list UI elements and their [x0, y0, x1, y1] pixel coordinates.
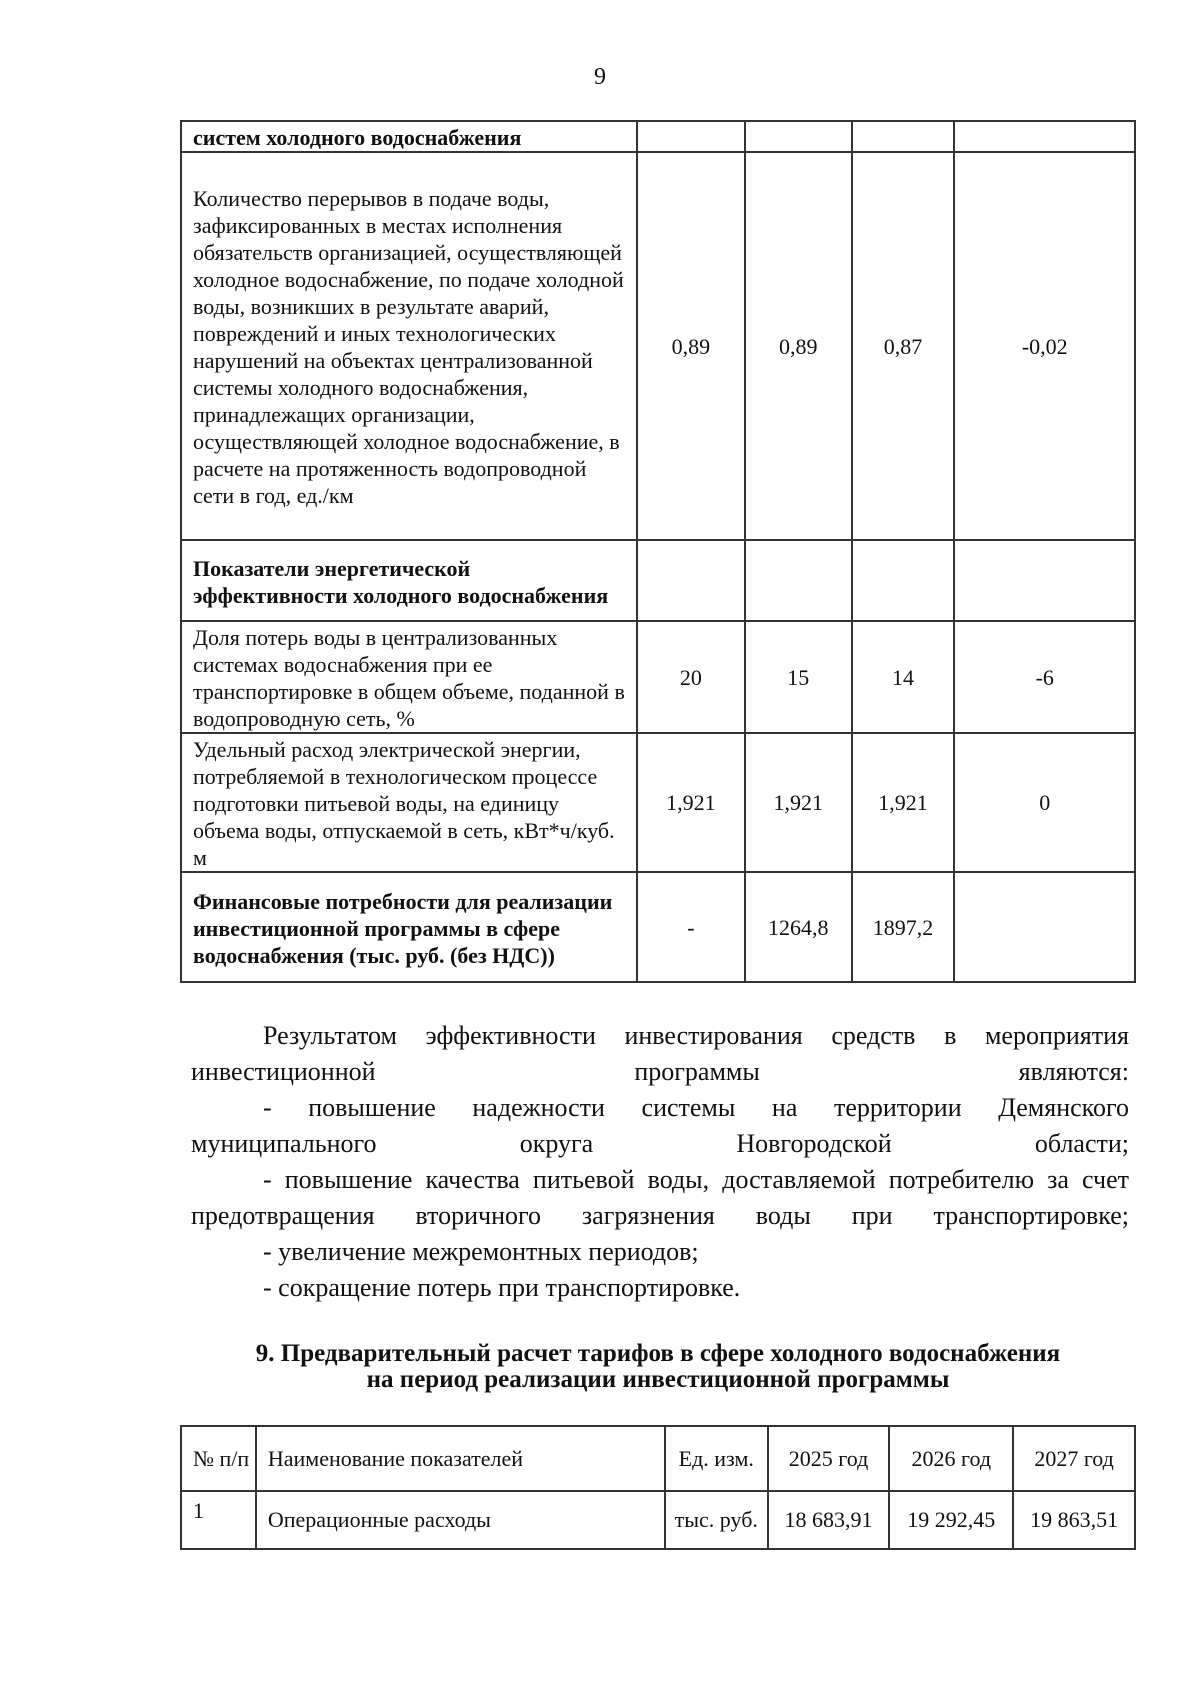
section-heading: [180, 1341, 1136, 1393]
result-item: - повышение качества питьевой воды, доставляемой потребителю за счет предотвращения вторичного загрязнения воды при транспортировке;: [191, 1165, 1129, 1230]
column-header: Ед. изм.: [665, 1426, 768, 1491]
table-cell: [745, 540, 852, 621]
table-row: [181, 733, 1135, 872]
table-cell: 1,921: [637, 733, 745, 872]
table-cell: [954, 872, 1135, 982]
column-header: 2027 год: [1013, 1426, 1135, 1491]
table-cell: -: [637, 872, 745, 982]
table-cell: 1897,2: [852, 872, 955, 982]
table-cell: 14: [852, 621, 955, 733]
column-header: 2026 год: [889, 1426, 1013, 1491]
table-cell: [852, 121, 955, 152]
table-cell: [852, 540, 955, 621]
table-cell: 19 863,51: [1013, 1491, 1135, 1549]
table-cell: 1,921: [745, 733, 852, 872]
column-header: Наименование показателей: [256, 1426, 665, 1491]
table-cell: [954, 540, 1135, 621]
table-row: [181, 872, 1135, 982]
table-cell: 0: [954, 733, 1135, 872]
column-header: № п/п: [181, 1426, 256, 1491]
result-item: - повышение надежности системы на территории Демянского муниципального округа Новгородской области;: [191, 1093, 1129, 1158]
results-intro: Результатом эффективности инвестирования средств в мероприятия инвестиционной программы являются:: [191, 1021, 1129, 1086]
table-cell: [954, 121, 1135, 152]
section-heading-line2: на период реализации инвестиционной программы: [366, 1366, 950, 1393]
table-cell: тыс. руб.: [665, 1491, 768, 1549]
table-cell: 0,87: [852, 152, 955, 540]
table-row: [181, 121, 1135, 152]
tariffs-table: [180, 1425, 1136, 1550]
table-row: [181, 1491, 1135, 1549]
table-cell: Доля потерь воды в централизованных системах водоснабжения при ее транспортировке в общем объеме, поданной в водопроводную сеть, %: [181, 621, 637, 733]
table-cell: [745, 121, 852, 152]
table-cell: Показатели энергетической эффективности холодного водоснабжения: [181, 540, 637, 621]
table-header-row: [181, 1426, 1135, 1491]
table-cell: Операционные расходы: [256, 1491, 665, 1549]
page-number: 9: [594, 64, 606, 90]
section-heading-line1: 9. Предварительный расчет тарифов в сфере холодного водоснабжения: [255, 1340, 1061, 1367]
table-cell: 20: [637, 621, 745, 733]
indicators-table: [180, 120, 1136, 983]
table-cell: 18 683,91: [768, 1491, 890, 1549]
table-cell: -6: [954, 621, 1135, 733]
result-item: - увеличение межремонтных периодов;: [263, 1237, 699, 1266]
table-cell: Количество перерывов в подаче воды, зафиксированных в местах исполнения обязательств организацией, осуществляющей холодное водоснабжение, по подаче холодной воды, возникших в результате аварий, повреждений и иных технологических нарушений на объектах централизованной системы холодного водоснабжения, принадлежащих организации, осуществляющей холодное водоснабжение, в расчете на протяженность водопроводной сети в год, ед./км: [181, 152, 637, 540]
table-cell: 1264,8: [745, 872, 852, 982]
table-cell: 0,89: [637, 152, 745, 540]
table-row: [181, 621, 1135, 733]
table-cell: [637, 540, 745, 621]
table-row: [181, 540, 1135, 621]
result-item: - сокращение потерь при транспортировке.: [263, 1273, 741, 1302]
table-row: [181, 152, 1135, 540]
table-cell: [637, 121, 745, 152]
table-cell: 1: [181, 1491, 256, 1549]
table-cell: 0,89: [745, 152, 852, 540]
column-header: 2025 год: [768, 1426, 890, 1491]
table-cell: 1,921: [852, 733, 955, 872]
table-cell: Удельный расход электрической энергии, потребляемой в технологическом процессе подготовки питьевой воды, на единицу объема воды, отпускаемой в сеть, кВт*ч/куб. м: [181, 733, 637, 872]
table-cell: 15: [745, 621, 852, 733]
table-cell: систем холодного водоснабжения: [181, 121, 637, 152]
table-cell: 19 292,45: [889, 1491, 1013, 1549]
table-cell: -0,02: [954, 152, 1135, 540]
table-cell: Финансовые потребности для реализации инвестиционной программы в сфере водоснабжения (тыс. руб. (без НДС)): [181, 872, 637, 982]
